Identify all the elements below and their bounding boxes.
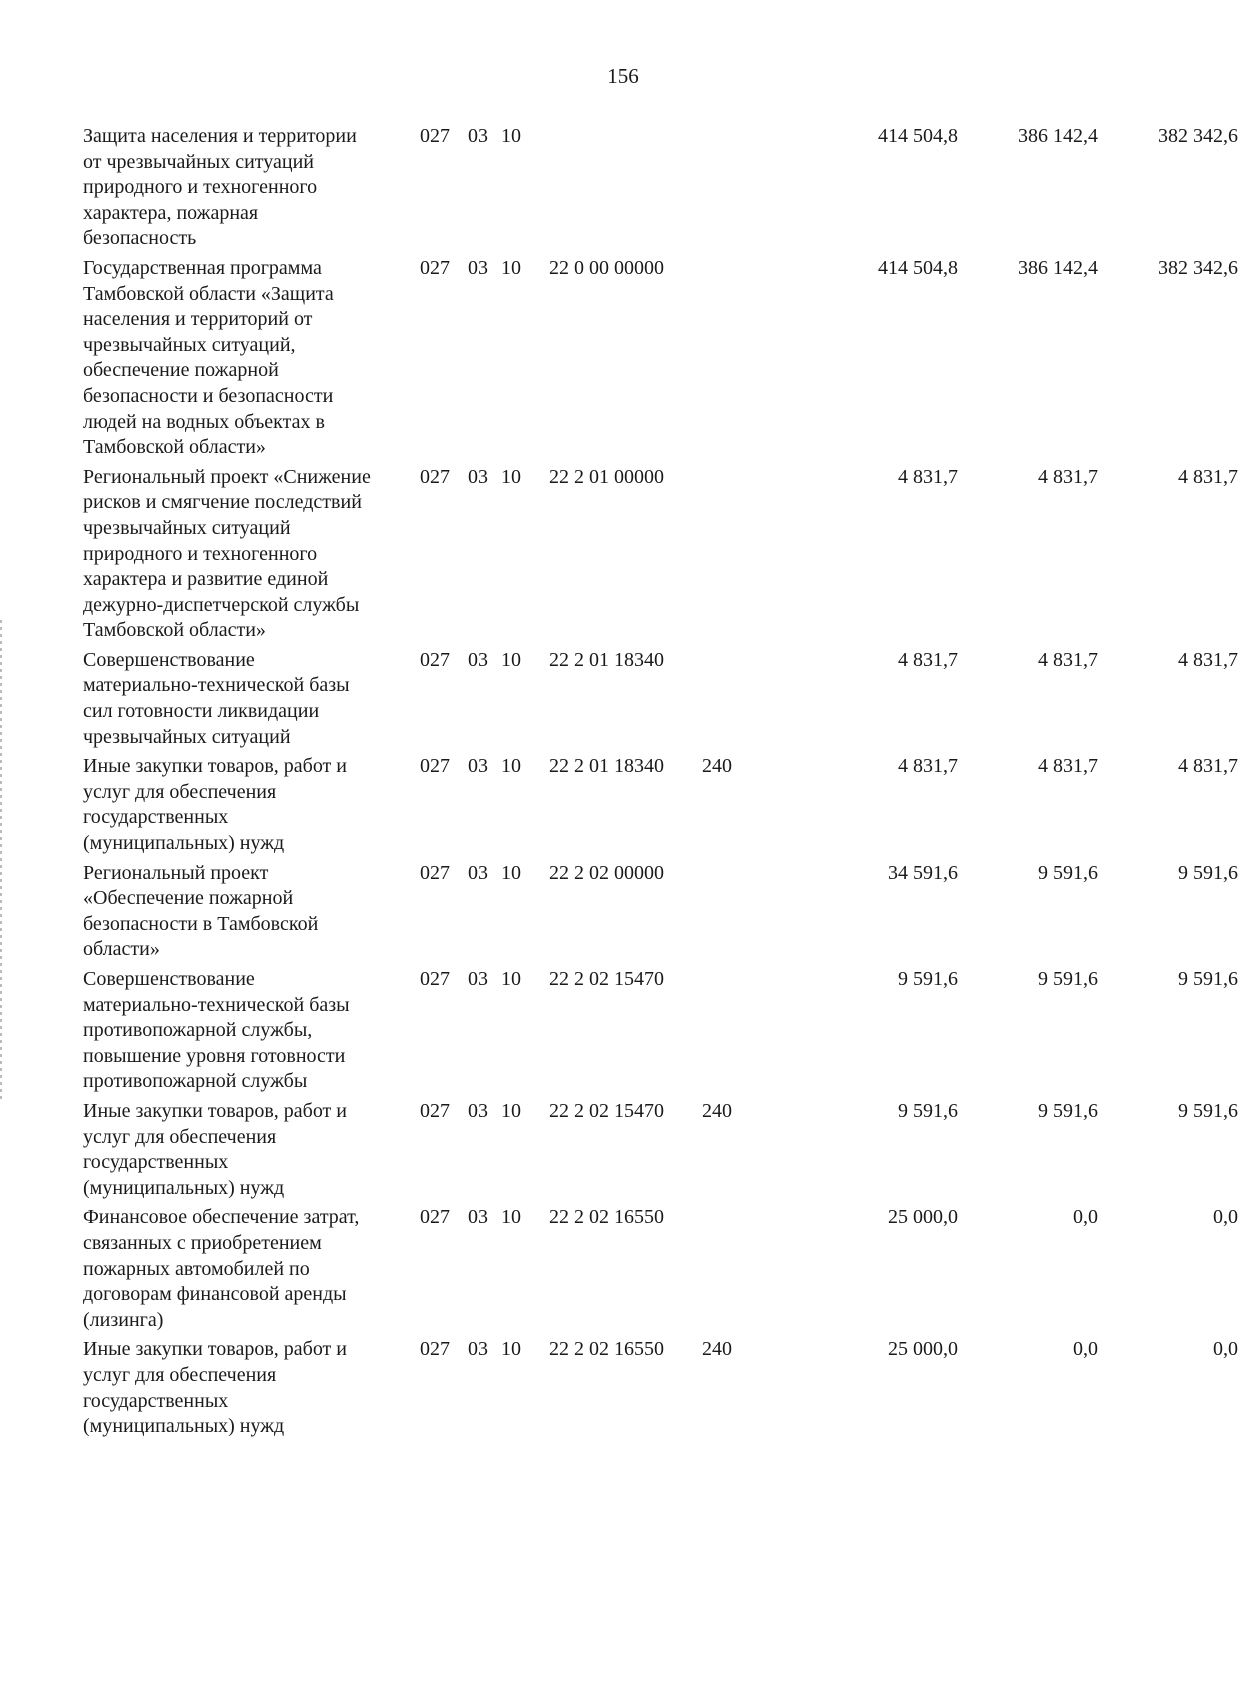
cell-department-code: 027 xyxy=(420,465,450,488)
table-row xyxy=(83,967,1238,1095)
cell-department-code: 027 xyxy=(420,861,450,884)
row-description: Иные закупки товаров, работ и услуг для обеспечения государственных (муниципальных) нужд xyxy=(83,1099,348,1199)
cell-amount-year1: 25 000,0 xyxy=(888,1338,958,1361)
cell-target-article: 22 2 02 15470 xyxy=(549,968,664,990)
cell-subsection-code: 10 xyxy=(501,648,521,671)
row-description: Региональный проект «Обеспечение пожарной безопасности в Тамбовской области» xyxy=(83,861,319,961)
table-row xyxy=(83,256,1238,461)
table-row xyxy=(83,861,1238,963)
cell-section-code: 03 xyxy=(468,1206,488,1229)
cell-amount-year2: 0,0 xyxy=(1073,1206,1098,1229)
cell-section-code: 03 xyxy=(468,755,488,778)
cell-section-code: 03 xyxy=(468,125,488,147)
cell-subsection-code: 10 xyxy=(501,1338,521,1361)
row-description: Финансовое обеспечение затрат, связанных с приобретением пожарных автомобилей по договорам финансовой аренды (лизинга) xyxy=(83,1206,360,1331)
cell-target-article: 22 2 02 15470 xyxy=(549,1099,664,1122)
cell-subsection-code: 10 xyxy=(501,256,521,279)
cell-amount-year1: 9 591,6 xyxy=(898,968,958,990)
cell-subsection-code: 10 xyxy=(501,755,521,778)
cell-target-article: 22 2 02 16550 xyxy=(549,1206,664,1229)
cell-amount-year3: 9 591,6 xyxy=(1178,861,1238,884)
cell-amount-year3: 382 342,6 xyxy=(1158,125,1238,147)
table-row xyxy=(83,754,1238,856)
cell-amount-year1: 4 831,7 xyxy=(898,755,958,778)
cell-department-code: 027 xyxy=(420,648,450,671)
cell-target-article: 22 2 01 18340 xyxy=(549,648,664,671)
table-row xyxy=(83,1337,1238,1439)
cell-amount-year3: 4 831,7 xyxy=(1178,648,1238,671)
cell-department-code: 027 xyxy=(420,755,450,778)
cell-amount-year2: 9 591,6 xyxy=(1038,861,1098,884)
cell-amount-year3: 4 831,7 xyxy=(1178,755,1238,778)
cell-amount-year1: 414 504,8 xyxy=(878,125,958,147)
cell-target-article: 22 2 01 18340 xyxy=(549,755,664,778)
table-row xyxy=(83,124,1238,252)
cell-expense-type: 240 xyxy=(702,1099,732,1122)
page-number: 156 xyxy=(607,64,639,88)
scan-edge-artifact xyxy=(0,620,2,1100)
cell-amount-year2: 9 591,6 xyxy=(1038,968,1098,990)
cell-subsection-code: 10 xyxy=(501,125,521,147)
cell-amount-year2: 9 591,6 xyxy=(1038,1099,1098,1122)
budget-table xyxy=(83,124,1238,1444)
cell-department-code: 027 xyxy=(420,1338,450,1361)
cell-amount-year3: 382 342,6 xyxy=(1158,256,1238,279)
cell-amount-year2: 386 142,4 xyxy=(1018,125,1098,147)
row-description: Государственная программа Тамбовской области «Защита населения и территорий от чрезвычайных ситуаций, обеспечение пожарной безопасности и безопасности людей на водных объектах в Тамбовской области» xyxy=(83,256,334,459)
cell-amount-year3: 9 591,6 xyxy=(1178,968,1238,990)
cell-department-code: 027 xyxy=(420,968,450,990)
row-description: Иные закупки товаров, работ и услуг для обеспечения государственных (муниципальных) нужд xyxy=(83,755,348,855)
cell-section-code: 03 xyxy=(468,465,488,488)
cell-amount-year2: 386 142,4 xyxy=(1018,256,1098,279)
table-row xyxy=(83,1099,1238,1201)
row-description: Защита населения и территории от чрезвычайных ситуаций природного и техногенного характера, пожарная безопасность xyxy=(83,125,357,250)
table-row xyxy=(83,648,1238,750)
cell-amount-year2: 0,0 xyxy=(1073,1338,1098,1361)
cell-amount-year2: 4 831,7 xyxy=(1038,648,1098,671)
cell-amount-year1: 34 591,6 xyxy=(888,861,958,884)
cell-department-code: 027 xyxy=(420,256,450,279)
cell-expense-type: 240 xyxy=(702,755,732,778)
cell-amount-year2: 4 831,7 xyxy=(1038,755,1098,778)
cell-department-code: 027 xyxy=(420,1206,450,1229)
cell-amount-year1: 9 591,6 xyxy=(898,1099,958,1122)
cell-subsection-code: 10 xyxy=(501,465,521,488)
cell-target-article: 22 2 01 00000 xyxy=(549,465,664,488)
cell-section-code: 03 xyxy=(468,968,488,990)
row-description: Региональный проект «Снижение рисков и смягчение последствий чрезвычайных ситуаций природного и техногенного характера и развитие единой дежурно-диспетчерской службы Тамбовской области» xyxy=(83,465,371,642)
cell-section-code: 03 xyxy=(468,1338,488,1361)
table-row xyxy=(83,1205,1238,1333)
cell-expense-type: 240 xyxy=(702,1338,732,1361)
row-description: Иные закупки товаров, работ и услуг для обеспечения государственных (муниципальных) нужд xyxy=(83,1338,348,1438)
cell-subsection-code: 10 xyxy=(501,861,521,884)
cell-subsection-code: 10 xyxy=(501,1099,521,1122)
row-description: Совершенствование материально-технической базы сил готовности ликвидации чрезвычайных ситуаций xyxy=(83,648,350,748)
cell-amount-year2: 4 831,7 xyxy=(1038,465,1098,488)
cell-amount-year1: 25 000,0 xyxy=(888,1206,958,1229)
cell-amount-year1: 414 504,8 xyxy=(878,256,958,279)
cell-amount-year3: 4 831,7 xyxy=(1178,465,1238,488)
cell-department-code: 027 xyxy=(420,125,450,147)
cell-department-code: 027 xyxy=(420,1099,450,1122)
cell-amount-year1: 4 831,7 xyxy=(898,648,958,671)
cell-target-article: 22 2 02 00000 xyxy=(549,861,664,884)
cell-amount-year1: 4 831,7 xyxy=(898,465,958,488)
cell-section-code: 03 xyxy=(468,861,488,884)
cell-amount-year3: 0,0 xyxy=(1213,1206,1238,1229)
cell-subsection-code: 10 xyxy=(501,1206,521,1229)
cell-amount-year3: 0,0 xyxy=(1213,1338,1238,1361)
cell-target-article: 22 2 02 16550 xyxy=(549,1338,664,1361)
cell-target-article: 22 0 00 00000 xyxy=(549,256,664,279)
cell-section-code: 03 xyxy=(468,1099,488,1122)
cell-section-code: 03 xyxy=(468,256,488,279)
cell-subsection-code: 10 xyxy=(501,968,521,990)
cell-section-code: 03 xyxy=(468,648,488,671)
cell-amount-year3: 9 591,6 xyxy=(1178,1099,1238,1122)
table-row xyxy=(83,465,1238,644)
row-description: Совершенствование материально-технической базы противопожарной службы, повышение уровня готовности противопожарной службы xyxy=(83,968,350,1093)
